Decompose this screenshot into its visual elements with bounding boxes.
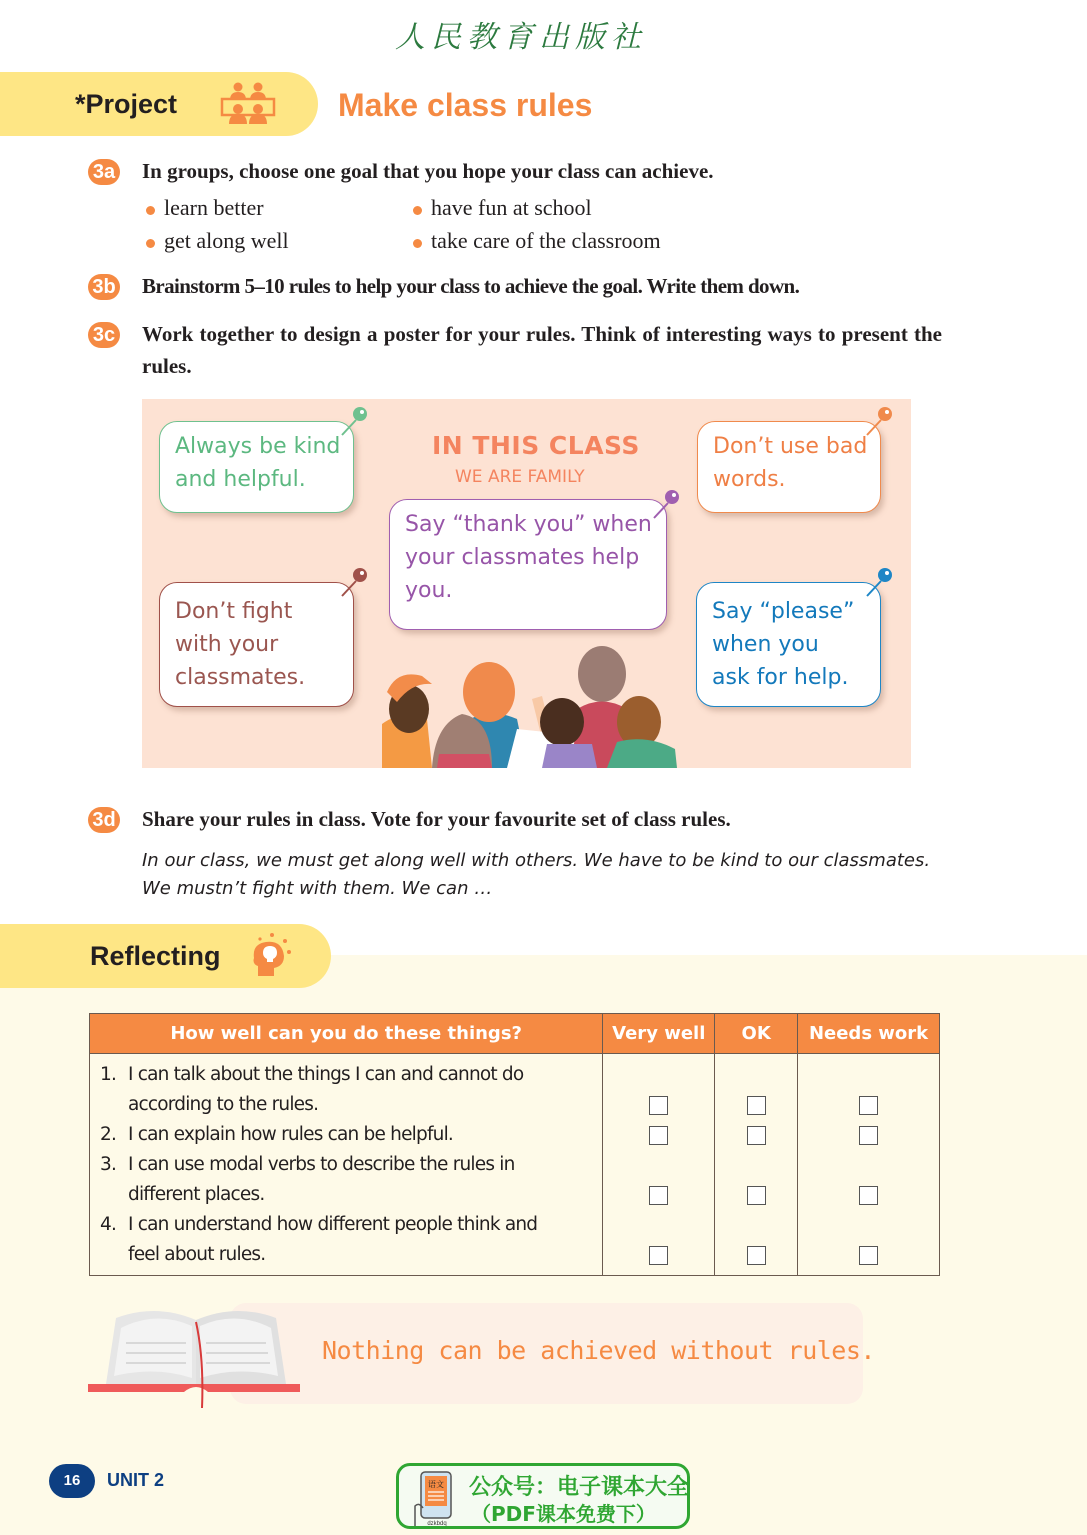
task-instruction: Work together to design a poster for your rules. Think of interesting ways to present the rules. <box>142 322 942 378</box>
task-badge: 3d <box>88 807 120 833</box>
note-line: classmates. <box>175 665 306 690</box>
rule-note <box>697 421 881 513</box>
poster-subtitle: WE ARE FAMILY <box>455 467 585 487</box>
can-do-statement <box>90 1054 603 1121</box>
task-instruction: Brainstorm 5–10 rules to help your class to achieve the goal. Write them down. <box>142 274 800 298</box>
rule-note <box>696 582 881 707</box>
example-text: We mustn’t fight with them. We can … <box>142 878 493 899</box>
promo-line-1: 公众号：电子课本大全 <box>469 1475 690 1500</box>
table-row <box>90 1150 940 1210</box>
rule-note <box>159 421 354 513</box>
promo-line-2: （PDF课本免费下） <box>471 1502 656 1526</box>
ok-checkbox[interactable] <box>747 1186 766 1205</box>
column-header: OK <box>715 1014 798 1054</box>
ok-checkbox[interactable] <box>747 1096 766 1115</box>
task-badge: 3a <box>88 159 120 185</box>
task-instruction: In groups, choose one goal that you hope your class can achieve. <box>142 159 714 183</box>
project-tab-label: *Project <box>75 89 178 119</box>
very-well-checkbox[interactable] <box>649 1126 668 1145</box>
table-row <box>90 1054 940 1121</box>
note-line: Say “please” <box>712 599 855 624</box>
column-header: Needs work <box>798 1014 940 1054</box>
very-well-checkbox[interactable] <box>649 1096 668 1115</box>
item-number: 1. <box>100 1064 117 1085</box>
unit-label: UNIT 2 <box>107 1470 165 1490</box>
very-well-checkbox[interactable] <box>649 1246 668 1265</box>
rule-note <box>389 499 667 630</box>
promo-banner[interactable] <box>396 1463 690 1529</box>
can-do-statement <box>90 1210 603 1276</box>
note-line: and helpful. <box>175 467 306 492</box>
needs-work-checkbox[interactable] <box>859 1186 878 1205</box>
can-do-statement <box>90 1120 603 1150</box>
table-row <box>90 1210 940 1276</box>
statement-line: I can use modal verbs to describe the rules in <box>128 1154 515 1175</box>
can-do-statement <box>90 1150 603 1210</box>
pushpin-icon <box>864 404 896 438</box>
goal-option: take care of the classroom <box>431 228 661 253</box>
very-well-checkbox[interactable] <box>649 1186 668 1205</box>
section-title: Make class rules <box>338 87 593 123</box>
note-line: Always be kind <box>175 434 341 459</box>
ok-checkbox[interactable] <box>747 1126 766 1145</box>
item-number: 3. <box>100 1154 117 1175</box>
note-line: words. <box>713 467 786 492</box>
note-line: ask for help. <box>712 665 849 690</box>
class-rules-poster <box>142 399 911 768</box>
statement-line: I can explain how rules can be helpful. <box>128 1124 454 1145</box>
quote-text: Nothing can be achieved without rules. <box>322 1336 875 1365</box>
page-number: 16 <box>49 1464 95 1498</box>
students-illustration <box>377 614 677 768</box>
pushpin-icon <box>864 565 896 599</box>
promo-icon-label: 语文 <box>428 1480 444 1489</box>
pushpin-icon <box>339 565 371 599</box>
goal-option: learn better <box>164 195 264 220</box>
pushpin-icon <box>339 404 371 438</box>
open-book-icon <box>86 1298 302 1410</box>
goal-option: get along well <box>164 228 289 253</box>
statement-line: I can understand how different people think and <box>128 1214 538 1235</box>
column-header: Very well <box>603 1014 715 1054</box>
group-table-icon <box>216 80 280 128</box>
statement-line: different places. <box>128 1184 265 1205</box>
note-line: when you <box>712 632 819 657</box>
note-line: Say “thank you” when <box>405 512 652 537</box>
item-number: 4. <box>100 1214 117 1235</box>
item-number: 2. <box>100 1124 117 1145</box>
table-row <box>90 1120 940 1150</box>
statement-line: according to the rules. <box>128 1094 319 1115</box>
note-line: you. <box>405 578 453 603</box>
needs-work-checkbox[interactable] <box>859 1246 878 1265</box>
note-line: with your <box>175 632 279 657</box>
pushpin-icon <box>651 487 683 521</box>
note-line: your classmates help <box>405 545 640 570</box>
ok-checkbox[interactable] <box>747 1246 766 1265</box>
needs-work-checkbox[interactable] <box>859 1126 878 1145</box>
ebook-tablet-icon <box>413 1470 457 1526</box>
statement-line: feel about rules. <box>128 1244 266 1265</box>
rule-note <box>159 582 354 707</box>
example-text: In our class, we must get along well with others. We have to be kind to our classmates. <box>142 850 931 871</box>
task-badge: 3c <box>88 322 120 348</box>
reflecting-tab-label: Reflecting <box>90 941 221 971</box>
statement-line: I can talk about the things I can and cannot do <box>128 1064 524 1085</box>
needs-work-checkbox[interactable] <box>859 1096 878 1115</box>
goal-option: have fun at school <box>431 195 592 220</box>
poster-title: IN THIS CLASS <box>432 431 640 460</box>
task-instruction: Share your rules in class. Vote for your favourite set of class rules. <box>142 807 731 831</box>
note-line: Don’t fight <box>175 599 293 624</box>
head-lightbulb-icon <box>252 932 292 980</box>
self-assessment-table <box>89 1013 940 1276</box>
publisher-logo: 人民教育出版社 <box>395 20 647 55</box>
promo-icon-caption: dzkbdq <box>427 1521 447 1526</box>
column-header: How well can you do these things? <box>90 1014 603 1054</box>
note-line: Don’t use bad <box>713 434 868 459</box>
task-badge: 3b <box>88 274 120 300</box>
